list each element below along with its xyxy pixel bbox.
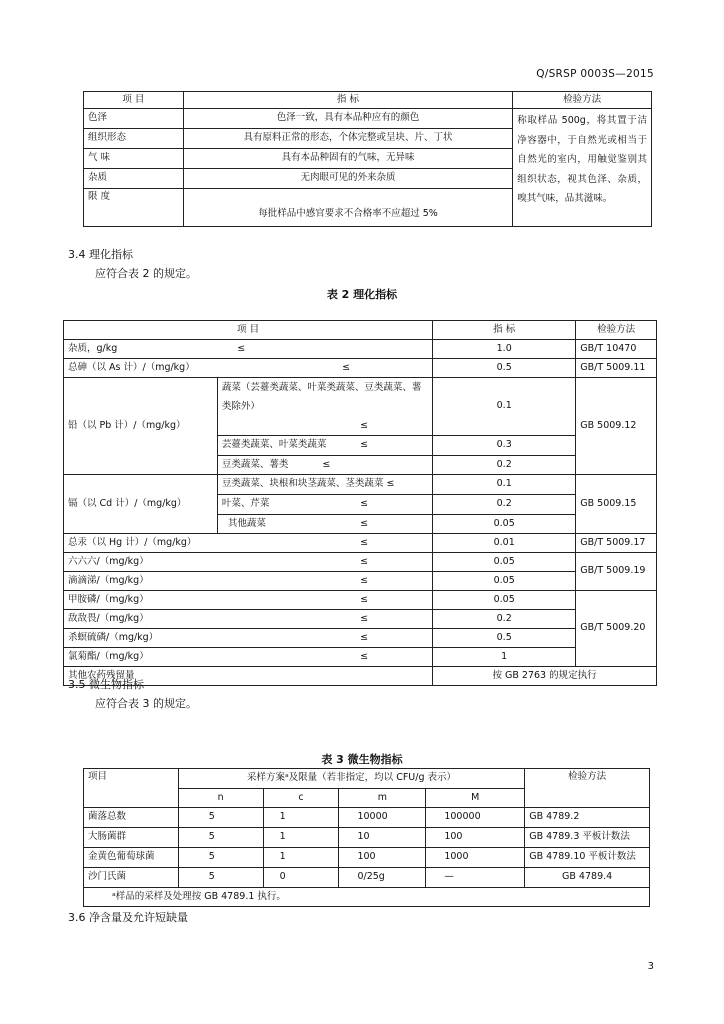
sensory-table xyxy=(83,91,652,227)
t2-symbol: ≤ xyxy=(360,439,369,451)
t2-subitem-text: 芸薹类蔬菜、叶菜类蔬菜 xyxy=(221,439,327,451)
section-3-6-heading: 3.6 净含量及允许短缺量 xyxy=(68,911,188,924)
t2-value: 0.05 xyxy=(433,515,576,534)
t2-subitem xyxy=(217,456,432,475)
t2-row-mercury xyxy=(64,534,433,553)
t2-value: 0.01 xyxy=(433,534,576,553)
t2-value: 1.0 xyxy=(433,340,576,359)
t2-subitem xyxy=(217,475,432,495)
table-3-title: 表 3 微生物指标 xyxy=(321,753,403,766)
t3-c: 1 xyxy=(263,848,339,868)
t2-row-impurity xyxy=(64,340,433,359)
t3-m: 100 xyxy=(339,848,426,868)
t2-method: GB 5009.15 xyxy=(576,475,657,534)
t2-row-methamidophos xyxy=(64,591,433,610)
t3-method: GB 4789.3 平板计数法 xyxy=(525,828,650,848)
t2-header-indicator: 指 标 xyxy=(433,321,576,340)
t2-header-item: 项 目 xyxy=(64,321,433,340)
t3-footnote: ᵃ样品的采样及处理按 GB 4789.1 执行。 xyxy=(84,888,650,907)
t1-indicator: 无肉眼可见的外来杂质 xyxy=(183,169,512,189)
t3-m: 10000 xyxy=(339,808,426,828)
t3-item: 菌落总数 xyxy=(84,808,179,828)
t2-value: 0.5 xyxy=(433,359,576,378)
t2-method: GB/T 5009.17 xyxy=(576,534,657,553)
t1-header-method: 检验方法 xyxy=(513,92,652,109)
t3-item: 金黄色葡萄球菌 xyxy=(84,848,179,868)
section-3-4-heading: 3.4 理化指标 xyxy=(68,248,133,261)
section-3-5-text: 应符合表 3 的规定。 xyxy=(95,697,197,710)
t2-item: 铅（以 Pb 计）/（mg/kg） xyxy=(64,378,218,475)
t2-value: 0.1 xyxy=(433,378,576,436)
t2-value: 0.05 xyxy=(433,553,576,572)
t2-item: 氯菊酯/（mg/kg） xyxy=(68,650,149,662)
t3-method: GB 4789.10 平板计数法 xyxy=(525,848,650,868)
t2-subitem xyxy=(217,436,432,456)
t3-M: 1000 xyxy=(426,848,525,868)
t1-item: 杂质 xyxy=(84,169,184,189)
t3-M: 100 xyxy=(426,828,525,848)
t2-subitem-text: 蔬菜（芸薹类蔬菜、叶菜类蔬菜、豆类蔬菜、薯类除外） xyxy=(221,382,422,412)
table-2-title: 表 2 理化指标 xyxy=(326,288,398,301)
t1-method: 称取样品 500g，将其置于洁净容器中，于自然光或相当于自然光的室内，用触觉鉴别其组织状态，视其色泽、杂质，嗅其气味，品其滋味。 xyxy=(513,109,652,227)
t3-item: 大肠菌群 xyxy=(84,828,179,848)
t2-row-dichlorvos xyxy=(64,610,433,629)
t2-method: GB/T 10470 xyxy=(576,340,657,359)
t2-value: 0.5 xyxy=(433,629,576,648)
t3-c: 1 xyxy=(263,828,339,848)
t2-subitem xyxy=(217,495,432,515)
t2-row-arsenic xyxy=(64,359,433,378)
t2-symbol: ≤ xyxy=(360,536,369,548)
t3-n: 5 xyxy=(178,868,263,888)
t2-symbol: ≤ xyxy=(360,631,369,643)
t2-symbol: ≤ xyxy=(360,593,369,605)
t3-sub-n: n xyxy=(178,789,263,808)
t3-header-item: 项目 xyxy=(84,769,179,808)
physicochemical-table xyxy=(63,320,657,686)
t2-subitem-text: 叶菜、芹菜 xyxy=(221,498,270,510)
t3-c: 1 xyxy=(263,808,339,828)
t2-symbol: ≤ xyxy=(360,555,369,567)
t2-value: 0.2 xyxy=(433,456,576,475)
t2-item: 镉（以 Cd 计）/（mg/kg） xyxy=(64,475,218,534)
t3-item: 沙门氏菌 xyxy=(84,868,179,888)
t3-m: 10 xyxy=(339,828,426,848)
document-code: Q/SRSP 0003S—2015 xyxy=(536,68,654,80)
t2-item: 杂质，g/kg xyxy=(68,342,118,354)
t2-symbol: ≤ xyxy=(386,478,395,490)
t2-row-fenitrothion xyxy=(64,629,433,648)
section-3-4-text: 应符合表 2 的规定。 xyxy=(95,267,197,280)
t2-symbol: ≤ xyxy=(360,498,369,510)
t2-symbol: ≤ xyxy=(322,458,331,470)
t3-n: 5 xyxy=(178,808,263,828)
t2-symbol: ≤ xyxy=(360,612,369,624)
section-3-5-heading: 3.5 微生物指标 xyxy=(68,678,144,691)
microbiological-table xyxy=(83,768,650,907)
t1-indicator: 具有原料正常的形态，个体完整或呈块、片、丁状 xyxy=(183,129,512,149)
t2-subitem-text: 豆类蔬菜、块根和块茎蔬菜、茎类蔬菜 xyxy=(221,478,384,490)
t2-value: 0.2 xyxy=(433,610,576,629)
t2-method: GB 5009.12 xyxy=(576,378,657,475)
t3-header-method: 检验方法 xyxy=(525,769,650,808)
t1-indicator: 色泽一致，具有本品种应有的颜色 xyxy=(183,109,512,129)
t3-c: 0 xyxy=(263,868,339,888)
t3-n: 5 xyxy=(178,848,263,868)
t2-symbol: ≤ xyxy=(237,342,246,354)
t3-n: 5 xyxy=(178,828,263,848)
t2-value: 1 xyxy=(433,648,576,667)
t2-method: GB/T 5009.19 xyxy=(576,553,657,591)
t2-value: 0.2 xyxy=(433,495,576,515)
t2-row-ddt xyxy=(64,572,433,591)
t3-sub-M: M xyxy=(426,789,525,808)
t1-indicator: 每批样品中感官要求不合格率不应超过 5% xyxy=(183,189,512,227)
t1-header-item: 项 目 xyxy=(84,92,184,109)
t2-value: 0.05 xyxy=(433,572,576,591)
t2-item: 敌敌畏/（mg/kg） xyxy=(68,612,149,624)
t2-subitem xyxy=(217,378,432,436)
t2-subitem xyxy=(217,515,432,534)
t2-header-method: 检验方法 xyxy=(576,321,657,340)
t2-value: 0.3 xyxy=(433,436,576,456)
t2-symbol: ≤ xyxy=(360,574,369,586)
t2-row-permethrin xyxy=(64,648,433,667)
t1-indicator: 具有本品种固有的气味，无异味 xyxy=(183,149,512,169)
t2-method: GB/T 5009.11 xyxy=(576,359,657,378)
t2-item: 其他农药残留量 xyxy=(64,667,433,686)
t2-item: 杀螟硫磷/（mg/kg） xyxy=(68,631,159,643)
t2-item: 甲胺磷/（mg/kg） xyxy=(68,593,149,605)
t1-item: 气 味 xyxy=(84,149,184,169)
t2-subitem-text: 其他蔬菜 xyxy=(227,517,266,529)
t3-m: 0/25g xyxy=(339,868,426,888)
t1-item: 组织形态 xyxy=(84,129,184,149)
t2-method: GB/T 5009.20 xyxy=(576,591,657,667)
t2-symbol: ≤ xyxy=(360,517,369,529)
t3-method: GB 4789.2 xyxy=(525,808,650,828)
t2-symbol: ≤ xyxy=(360,420,369,431)
t2-method: 按 GB 2763 的规定执行 xyxy=(433,667,657,686)
t3-sub-c: c xyxy=(263,789,339,808)
t1-item: 限 度 xyxy=(84,189,184,227)
t2-item: 滴滴涕/（mg/kg） xyxy=(68,574,149,586)
t2-item: 总汞（以 Hg 计）/（mg/kg） xyxy=(68,536,197,548)
t2-value: 0.1 xyxy=(433,475,576,495)
t2-item: 总砷（以 As 计）/（mg/kg） xyxy=(68,361,195,373)
t2-value: 0.05 xyxy=(433,591,576,610)
t3-M: — xyxy=(426,868,525,888)
t2-symbol: ≤ xyxy=(342,361,351,373)
t2-symbol: ≤ xyxy=(360,650,369,662)
t2-row-hch xyxy=(64,553,433,572)
t3-M: 100000 xyxy=(426,808,525,828)
t3-method: GB 4789.4 xyxy=(525,868,650,888)
t1-header-indicator: 指 标 xyxy=(183,92,512,109)
page-number: 3 xyxy=(647,961,654,972)
t2-subitem-text: 豆类蔬菜、薯类 xyxy=(221,458,289,470)
t1-item: 色泽 xyxy=(84,109,184,129)
t3-sub-m: m xyxy=(339,789,426,808)
t2-item: 六六六/（mg/kg） xyxy=(68,555,149,567)
t3-header-plan: 采样方案ᵃ及限量（若非指定，均以 CFU/g 表示） xyxy=(178,769,524,789)
